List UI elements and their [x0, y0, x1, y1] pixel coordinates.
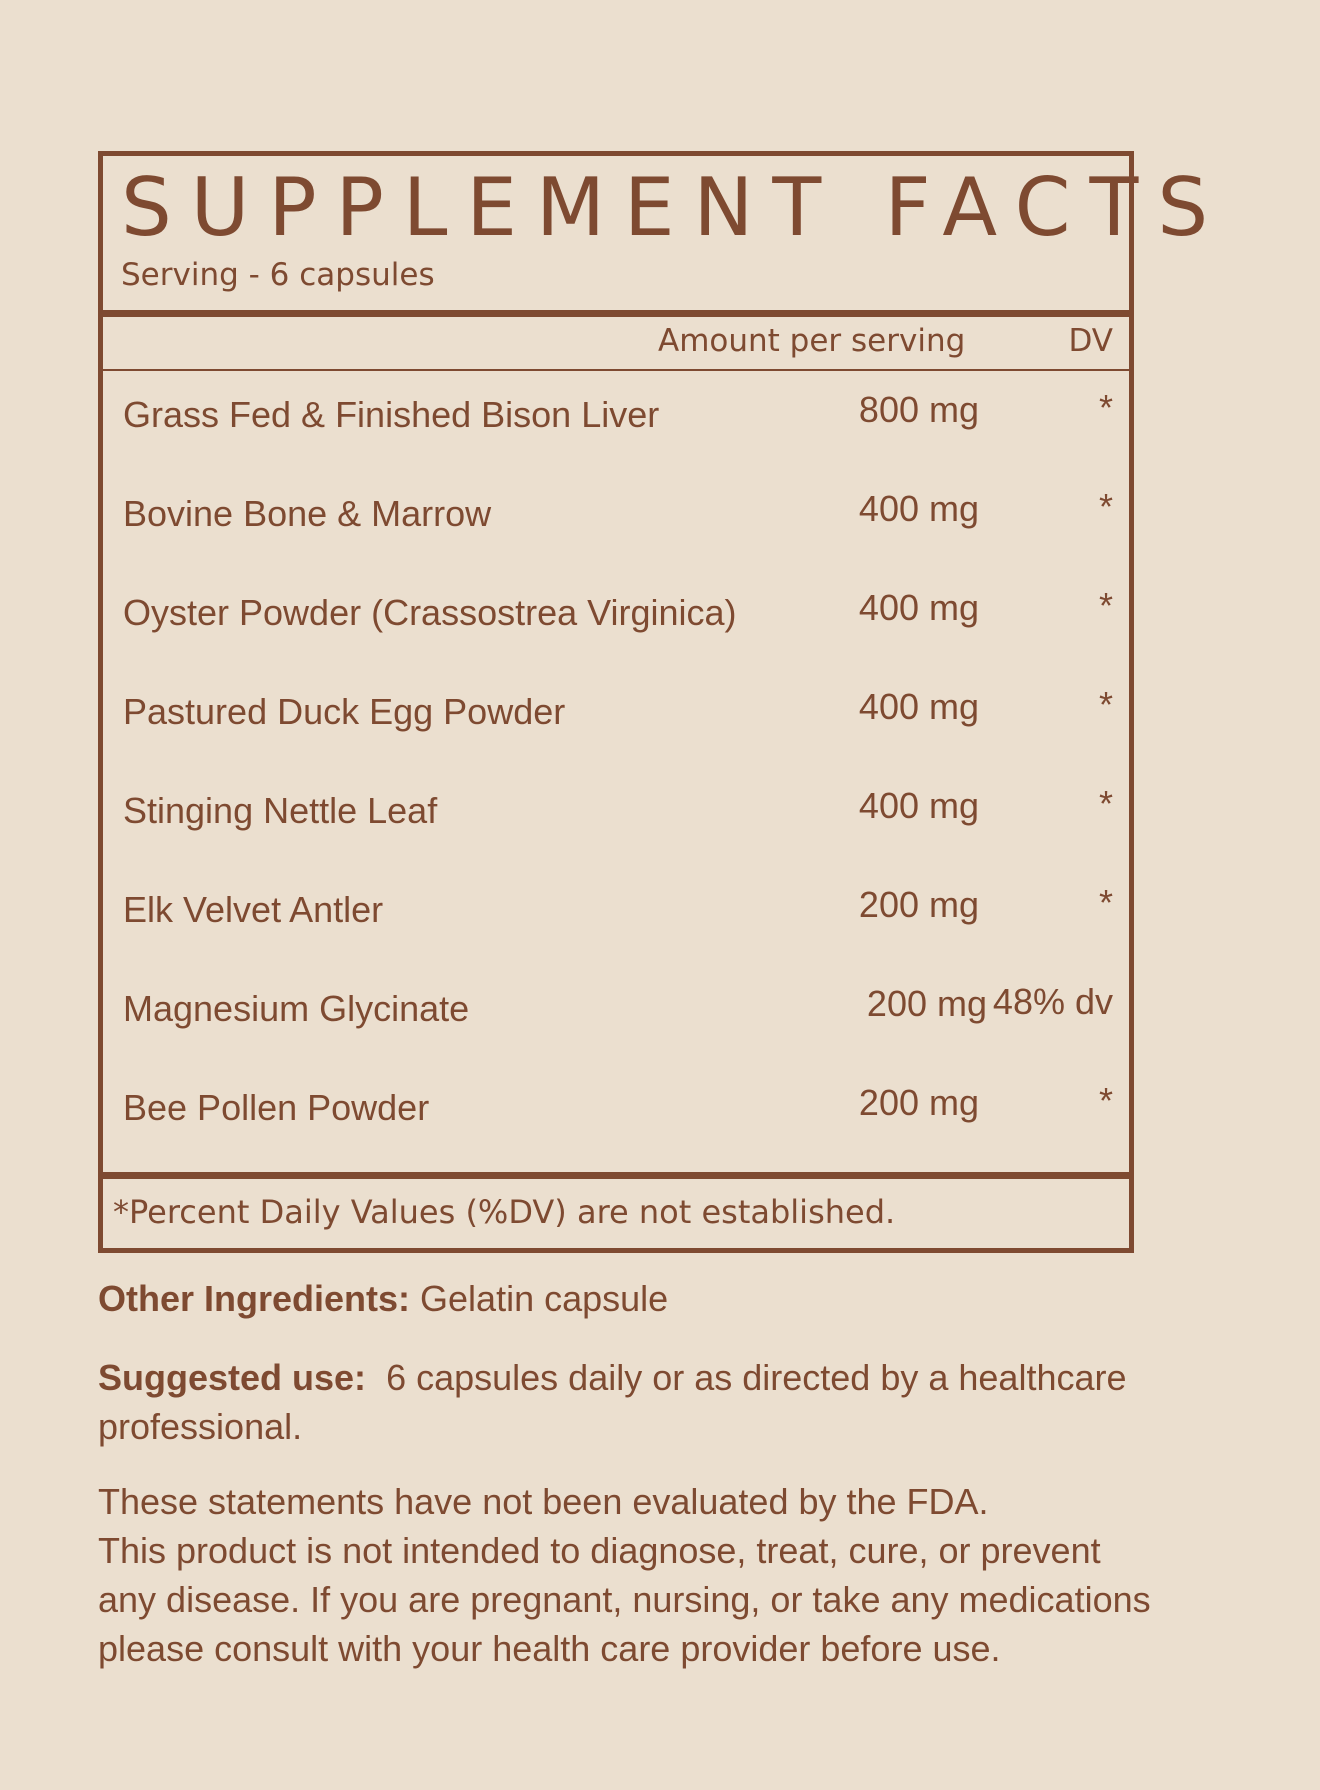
other-ingredients	[98, 1274, 668, 1323]
other-ingredients-label: Other Ingredients:	[98, 1278, 411, 1319]
nutrient-dv: 48% dv	[992, 981, 1113, 1022]
suggested-use-label: Suggested use:	[98, 1357, 367, 1398]
nutrient-name: Pastured Duck Egg Powder	[123, 691, 566, 732]
nutrient-dv: *	[1098, 684, 1113, 725]
nutrient-amount: 800 mg	[858, 389, 979, 430]
nutrient-amount: 400 mg	[858, 587, 979, 628]
panel-title: SUPPLEMENT FACTS	[121, 161, 1228, 254]
header-divider	[103, 310, 1129, 317]
nutrient-name: Bee Pollen Powder	[123, 1087, 430, 1128]
nutrient-amount: 200 mg	[858, 884, 979, 925]
nutrient-row	[103, 968, 1129, 1067]
nutrient-dv: *	[1098, 486, 1113, 527]
column-header-amount: Amount per serving	[658, 323, 966, 359]
disclaimer-line: any disease. If you are pregnant, nursing, or take any medications	[98, 1579, 1151, 1620]
suggested-use-text: 6 capsules daily or as directed by a healthcare	[366, 1357, 1127, 1398]
fda-disclaimer	[98, 1477, 1151, 1673]
nutrient-row	[103, 1067, 1129, 1166]
nutrient-row	[103, 473, 1129, 572]
nutrient-name: Grass Fed & Finished Bison Liver	[123, 394, 660, 435]
other-ingredients-value: Gelatin capsule	[410, 1278, 669, 1319]
nutrient-row	[103, 572, 1129, 671]
nutrient-name: Elk Velvet Antler	[123, 889, 384, 930]
nutrient-row	[103, 374, 1129, 473]
nutrient-name: Oyster Powder (Crassostrea Virginica)	[123, 592, 737, 633]
nutrient-dv: *	[1098, 783, 1113, 824]
serving-size: Serving - 6 capsules	[121, 257, 435, 293]
nutrient-amount: 400 mg	[858, 686, 979, 727]
nutrient-name: Bovine Bone & Marrow	[123, 493, 492, 534]
column-header-divider	[103, 369, 1129, 371]
nutrient-amount: 400 mg	[858, 488, 979, 529]
footnote-divider	[103, 1172, 1129, 1179]
nutrient-dv: *	[1098, 882, 1113, 923]
nutrient-dv: *	[1098, 387, 1113, 428]
suggested-use	[98, 1353, 1127, 1451]
nutrient-amount: 200 mg	[866, 983, 987, 1024]
nutrient-row	[103, 770, 1129, 869]
nutrient-amount: 400 mg	[858, 785, 979, 826]
disclaimer-line: This product is not intended to diagnose, treat, cure, or prevent	[98, 1530, 1101, 1571]
dv-footnote: *Percent Daily Values (%DV) are not established.	[113, 1193, 896, 1231]
nutrient-row	[103, 869, 1129, 968]
disclaimer-line: These statements have not been evaluated by the FDA.	[98, 1481, 989, 1522]
nutrient-dv: *	[1098, 585, 1113, 626]
nutrient-row	[103, 671, 1129, 770]
suggested-use-text-continued: professional.	[98, 1406, 303, 1447]
nutrient-name: Magnesium Glycinate	[123, 988, 470, 1029]
nutrient-dv: *	[1098, 1080, 1113, 1121]
nutrient-amount: 200 mg	[858, 1082, 979, 1123]
column-header-dv: DV	[1068, 323, 1113, 359]
disclaimer-line: please consult with your health care provider before use.	[98, 1628, 1001, 1669]
nutrient-name: Stinging Nettle Leaf	[123, 790, 438, 831]
supplement-facts-panel	[98, 151, 1228, 1253]
